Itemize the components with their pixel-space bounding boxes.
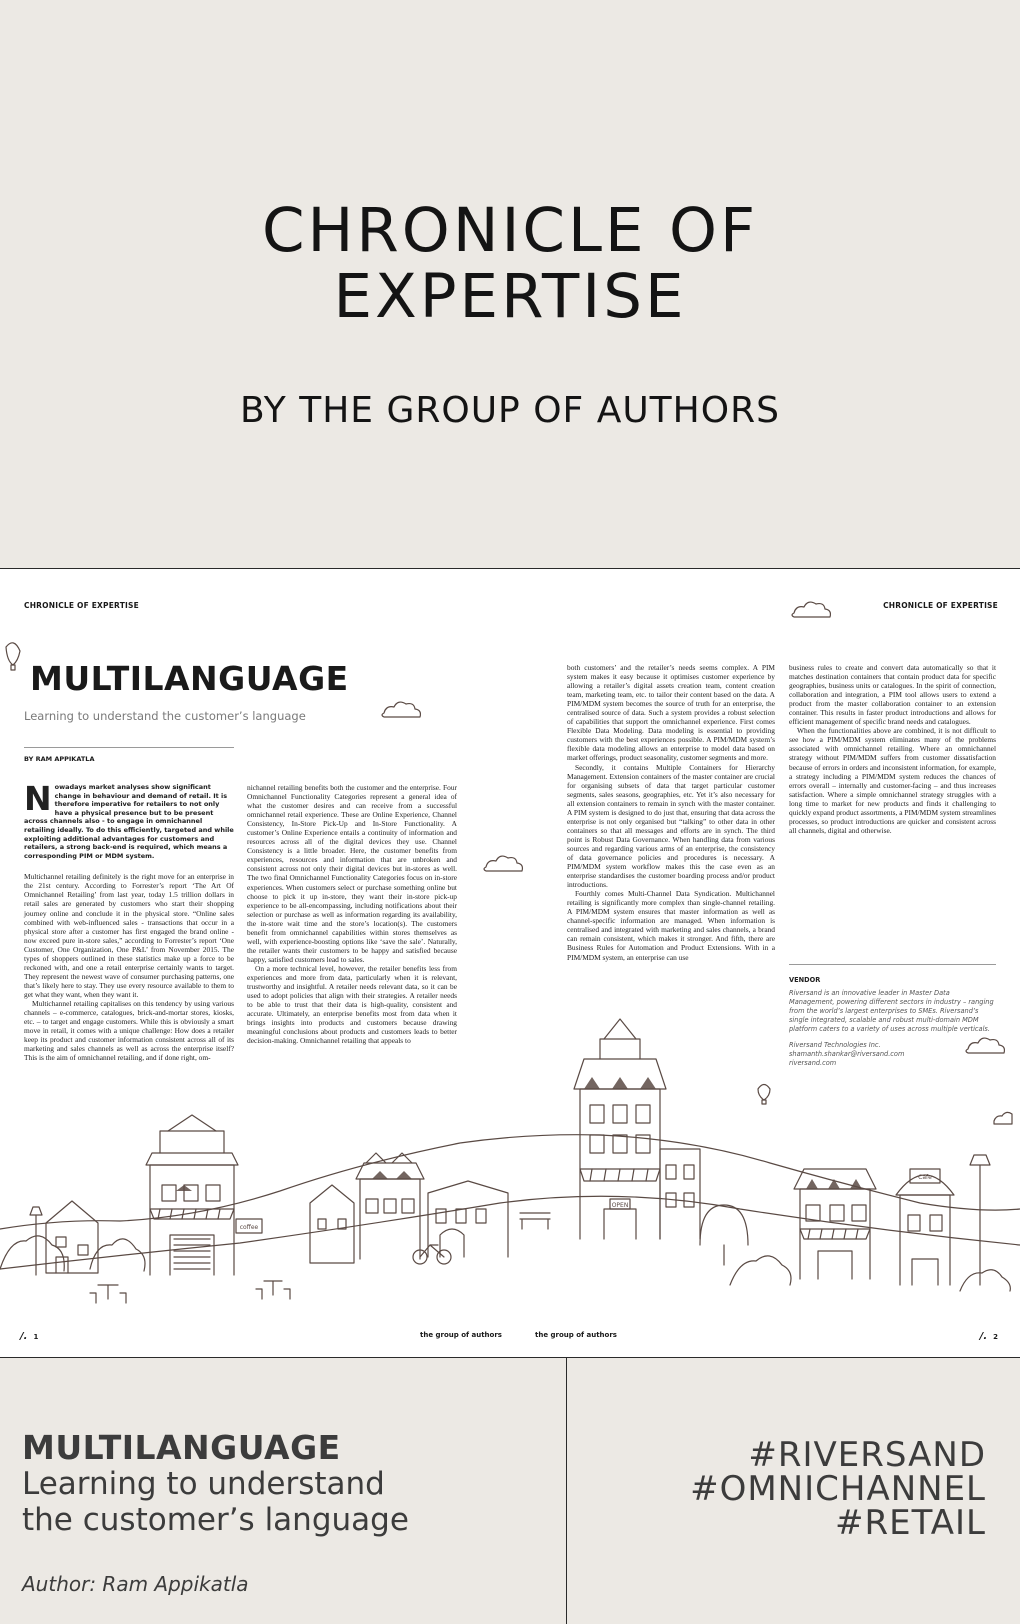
article-deck: Learning to understand the customer’s language — [24, 709, 306, 723]
running-head-right: CHRONICLE OF EXPERTISE — [883, 601, 998, 610]
footer-left: the group of authors — [420, 1331, 502, 1339]
byline-rule — [24, 747, 234, 748]
hashtag-list — [690, 1435, 986, 1543]
vendor-text: Riversand is an innovative leader in Master Data Management, powering different sectors in industry – ranging from the world’s largest enterprises to SMEs. Riversand’s single integrated, scalable and robust multi-domain MDM platform caters to a variety of uses across multiple verticals. — [789, 989, 994, 1033]
open-sign-text: OPEN — [611, 1202, 629, 1209]
coffee-sign-text: coffee — [239, 1224, 259, 1231]
article-column-2 — [247, 783, 457, 1045]
vendor-box — [789, 976, 996, 1068]
paragraph: business rules to create and convert data automatically so that it matches destination containers that contain product data for specific geographies, business units or catalogues. In the spirit of connection, collaboration and integration, a PIM tool allows users to extend a product from the master collaboration container to an extension container. This results in faster product introductions and allows for efficient management of specific brand needs and catalogues. — [789, 663, 996, 727]
lede-text: owadays market analyses show significant change in behaviour and demand of retail. It is therefore imperative for retailers to not only have a physical presence but to be present across channels also - to engage in omnichannel retailing ideally. To do this efficiently, targeted and while exploiting additional advantages for customers and retailers, a strong back-end is required, which means a corresponding PIM or MDM system. — [24, 783, 234, 860]
vendor-company: Riversand Technologies Inc. — [789, 1041, 881, 1049]
vendor-web: riversand.com — [789, 1059, 837, 1067]
cloud-icon — [382, 702, 420, 717]
paragraph: Multichannel retailing capitalises on this tendency by using various channels – e-commerce, catalogues, brick-and-mortar stores, kiosks, etc. – to target and engage customers. While this is obviously a smart move in retail, it comes with a unique challenge: How does a retailer keep its product and customer information consistent across all of its marketing and sales channels as well as across the enterprise itself? This is the aim of omnichannel retailing, and if done right, om- — [24, 999, 234, 1063]
cafe-sign-icon — [910, 1169, 940, 1183]
summary-panel — [0, 1358, 567, 1624]
paragraph: On a more technical level, however, the retailer benefits less from experiences and more from data, particularly when it is relevant, trustworthy and insightful. A retailer needs relevant data, so it can be used to adopt policies that align with their strategies. A retailer needs to be able to trust that their data is high-quality, consistent and accurate. Ultimately, an enterprise benefits most from data when it brings insights into products and customers because drawing meaningful conclusions about products and customers leads to better decision-making. Omnichannel retailing that appeals to — [247, 963, 457, 1046]
balloon-icon — [6, 643, 20, 670]
article-lede — [24, 779, 234, 860]
summary-subtitle-line2: the customer’s language — [22, 1502, 409, 1538]
magazine-spread — [0, 568, 1020, 1358]
summary-subtitle — [22, 1466, 542, 1538]
cover-title — [0, 195, 1020, 332]
running-head-left: CHRONICLE OF EXPERTISE — [24, 601, 139, 610]
balloon-icon — [758, 1085, 770, 1105]
article-byline: BY RAM APPIKATLA — [24, 755, 95, 763]
folio-mark-icon: /. — [979, 1331, 988, 1342]
tags-panel — [567, 1358, 1020, 1624]
vendor-email: shamanth.shankar@riversand.com — [789, 1050, 905, 1058]
article-column-3 — [567, 663, 775, 962]
article-column-1 — [24, 779, 234, 1063]
paragraph: When the functionalities above are combined, it is not difficult to see how a PIM/MDM system eliminates many of the problems associated with omnichannel retailing. Where an omnichannel strategy without PIM/MDM suffers from customer dissatisfaction because of errors in orders and inconsistent information, for example, a strategy including a PIM/MDM system reduces the chances of errors overall – internally and customer-facing – and thus increases satisfaction. Where a simple omnichannel strategy struggles with a long time to market for new products and finds it challenging to quickly expand product assortments, a PIM/MDM system streamlines processes, so product introductions are quicker and consistent across all channels, digital and otherwise. — [789, 726, 996, 835]
article-column-4 — [789, 663, 996, 835]
hashtag[interactable]: #RETAIL — [835, 1503, 986, 1543]
folio-mark-icon: /. — [20, 1331, 28, 1342]
page-number-left-value: 1 — [33, 1333, 39, 1341]
hashtag[interactable]: #RIVERSAND — [748, 1435, 986, 1475]
cloud-icon — [994, 1112, 1012, 1124]
paragraph: Secondly, it contains Multiple Containers for Hierarchy Management. Extension containers of the master container are crucial for organising subsets of data that target particular customer segments, sales seasons, geographies, etc. Yet it’s also necessary for all extension containers to remain in synch with the master container. A PIM system is designed to do just that, ensuring that data across the enterprise is not only organised but “talking” to other data in other containers so that all messages and efforts are in synch. The third point is Robust Data Governance. When handling data from various sources and regarding various arms of an enterprise, the consistency of data governance policies and procedures is necessary. A PIM/MDM system workflow makes this the case even as an enterprise standardises the customer boarding process and/or product introductions. — [567, 762, 775, 890]
cover-title-line2: EXPERTISE — [333, 261, 687, 332]
paragraph: both customers’ and the retailer’s needs seems complex. A PIM system makes it easy because it optimises customer experience by allowing a retailer’s digital assets creation team, content creation team, marketing team, etc. to tailor their content based on the data. A PIM/MDM system becomes the source of truth for an enterprise, the centralised source of data. Such a system provides a robust selection of capabilities that support the omnichannel experience. First comes Flexible Data Modeling. Data modeling is essential to providing customers with the best experiences possible. A PIM/MDM system’s flexible data modeling allows an enterprise to model data based on market offerings, product seasonality, customer segments and more. — [567, 663, 775, 763]
open-sign-icon — [610, 1199, 630, 1209]
footer-right: the group of authors — [535, 1331, 617, 1339]
hashtag[interactable]: #OMNICHANNEL — [690, 1469, 986, 1509]
vendor-heading: VENDOR — [789, 976, 821, 984]
vendor-rule — [789, 964, 996, 965]
article-title: MULTILANGUAGE — [30, 659, 349, 698]
cover-subtitle: BY THE GROUP OF AUTHORS — [240, 390, 780, 431]
paragraph: nichannel retailing benefits both the customer and the enterprise. Four Omnichannel Functionality Categories represent a general idea of what the customer desires and can receive from a successful omnichannel retail experience. These are Online Experience, Channel Consistency, In-Store Pick-Up and In-Store Functionality. A customer’s Online Experience entails a continuity of information and resources across all of the digital devices they use. Channel Consistency is a little broader. Here, the customer benefits from experiences, resources and information that are unbroken and consistent across not only their digital devices but in-stores as well. The two final Omnichannel Functionality Categories focus on in-store experiences. When customers select or purchase something online but choose to pick it up in-store, they want their in-store pick-up experience to be all-encompassing, including notifications about their selection or purchase as well as information regarding its availability, the in-store wait time and the store’s location(s). The customers benefit from omnichannel capabilities within stores themselves as well, with experience-boosting options like ‘save the sale’. Naturally, the retailer wants their customers to be happy and satisfied because happy, satisfied customers lead to sales. — [247, 783, 457, 964]
coffee-sign-icon — [236, 1219, 262, 1233]
cover-title-line1: CHRONICLE OF — [261, 195, 759, 266]
page-number-right — [980, 1331, 998, 1342]
summary-author: Author: Ram Appikatla — [22, 1572, 249, 1596]
cafe-sign-text: Cafe — [918, 1174, 932, 1181]
page-number-right-value: 2 — [993, 1333, 998, 1341]
paragraph: Multichannel retailing definitely is the right move for an enterprise in the 21st century. According to Forrester’s report ‘The Art Of Omnichannel Retailing’ from last year, today 1.5 trillion dollars in retail sales are generated by customers who start their shopping journey online and conclude it in the physical store. “Online sales combined with web-influenced sales - transactions that occur in a physical store after a customer has first engaged the brand online - now exceed pure in-store sales,” according to Forrester’s report ‘One Customer, One Organization, One P&L’ from November 2015. The types of shoppers outlined in these statistics make up a force to be reckoned with, and one a retail enterprise certainly wants to target. They represent the newest wave of consumer purchasing patterns, one that’s likely here to stay. They use every resource available to them to get what they want, when they want it. — [24, 872, 234, 999]
cover-panel — [0, 0, 1020, 568]
summary-title: MULTILANGUAGE — [22, 1428, 341, 1467]
page-number-left — [20, 1331, 38, 1342]
cloud-icon — [792, 602, 830, 617]
drop-cap: N — [24, 779, 52, 818]
paragraph: Fourthly comes Multi-Channel Data Syndication. Multichannel retailing is significantly more complex than single-channel retailing. A PIM/MDM system ensures that master information as well as channel-specific information are managed. When information is centralised and integrated with marketing and sales channels, a brand can remain consistent, which makes it stronger. And fifth, there are Business Rules for Automation and Product Extensions. With in a PIM/MDM system, an enterprise can use — [567, 889, 775, 962]
cloud-icon — [484, 856, 522, 871]
summary-subtitle-line1: Learning to understand — [22, 1466, 385, 1502]
